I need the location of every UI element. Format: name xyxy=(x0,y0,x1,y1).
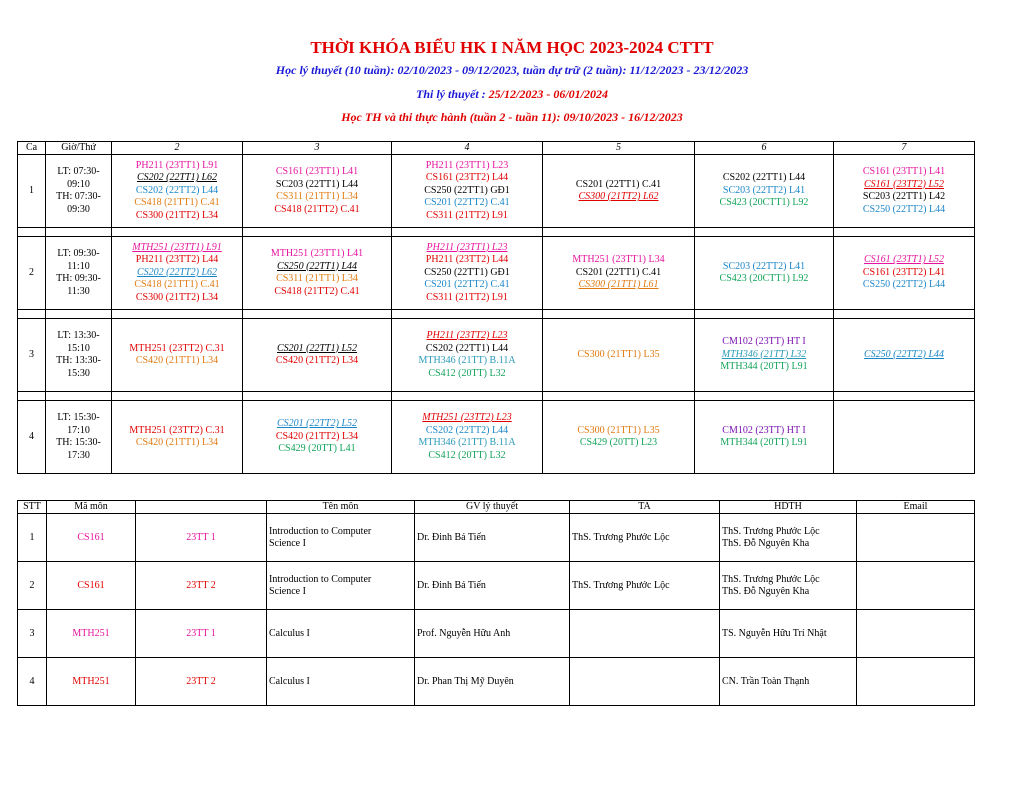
class-entry: CS161 (23TT2) L44 xyxy=(425,172,509,184)
schedule-cell xyxy=(112,401,243,474)
header-ca: Ca xyxy=(18,142,46,155)
course-lecturer: Dr. Đinh Bá Tiến xyxy=(415,562,570,610)
schedule-cell xyxy=(392,155,543,228)
course-email xyxy=(857,610,975,658)
course-class: 23TT 1 xyxy=(136,610,267,658)
course-hdth-line: ThS. Trương Phước Lộc xyxy=(722,573,820,585)
class-entry: CS311 (21TT1) L34 xyxy=(276,191,358,202)
class-entry: CS250 (22TT2) L44 xyxy=(862,279,946,291)
schedule-cell xyxy=(112,237,243,310)
header-course-code: Mã môn xyxy=(47,501,136,514)
slot-time-line: 09:30 xyxy=(67,203,90,215)
class-entry: CS420 (21TT1) L34 xyxy=(135,355,219,366)
header-day-3: 3 xyxy=(243,142,392,155)
class-entry: PH211 (23TT2) L44 xyxy=(135,254,219,266)
slot-time-line: TH: 13:30- xyxy=(56,355,101,366)
class-entry: CS300 (21TT1) L35 xyxy=(577,424,660,436)
class-entry: CS201 (22TT2) L52 xyxy=(276,418,357,430)
course-name-line: Science I xyxy=(269,585,306,597)
spacer-cell xyxy=(243,228,392,237)
header-day-6: 6 xyxy=(695,142,834,155)
class-entry: PH211 (23TT1) L91 xyxy=(135,159,219,171)
spacer-cell xyxy=(695,228,834,237)
course-row xyxy=(18,610,975,658)
schedule-cell xyxy=(543,319,695,392)
course-class: 23TT 2 xyxy=(136,658,267,706)
class-entry: CS201 (22TT2) C.41 xyxy=(424,197,510,209)
course-name xyxy=(267,610,415,658)
spacer-cell xyxy=(46,228,112,237)
spacer-cell xyxy=(695,392,834,401)
course-hdth-line: ThS. Trương Phước Lộc xyxy=(722,525,820,537)
class-entry: CS250 (22TT1) GĐ1 xyxy=(424,184,510,196)
schedule-cell xyxy=(112,155,243,228)
course-stt: 3 xyxy=(18,610,47,658)
course-ta: ThS. Trương Phước Lộc xyxy=(570,514,720,562)
theory-period-line: Học lý thuyết (10 tuần): 02/10/2023 - 09/12/2023, tuần dự trữ (2 tuần): 11/12/2023 - 23/12/2023 xyxy=(275,63,749,77)
spacer-cell xyxy=(834,228,975,237)
slot-time-line: LT: 09:30- xyxy=(57,248,100,259)
schedule-cell xyxy=(243,319,392,392)
spacer-cell xyxy=(18,310,46,319)
spacer-cell xyxy=(543,310,695,319)
class-entry: MTH251 (23TT1) L34 xyxy=(572,254,665,266)
schedule-cell xyxy=(543,401,695,474)
spacer-cell xyxy=(112,310,243,319)
class-entry: CS311 (21TT1) L34 xyxy=(276,273,358,284)
course-email xyxy=(857,514,975,562)
slot-number: 4 xyxy=(18,401,46,474)
class-entry: MTH346 (21TT) B.11A xyxy=(418,355,516,366)
slot-time xyxy=(46,237,112,310)
slot-time-line: LT: 13:30- xyxy=(57,330,100,341)
spacer-cell xyxy=(243,392,392,401)
header-course-name: Tên môn xyxy=(267,501,415,514)
class-entry: CS311 (21TT2) L91 xyxy=(426,291,508,303)
class-entry: PH211 (23TT2) L23 xyxy=(426,330,508,341)
course-ta xyxy=(570,610,720,658)
class-entry: CS161 (23TT1) L41 xyxy=(275,166,359,177)
class-entry: SC203 (22TT1) L42 xyxy=(862,191,946,202)
course-row xyxy=(18,658,975,706)
class-entry: CS202 (22TT2) L44 xyxy=(425,424,509,436)
class-entry: CM102 (23TT) HT I xyxy=(722,336,806,348)
class-entry: CS311 (21TT2) L91 xyxy=(426,209,508,221)
course-hdth xyxy=(720,514,857,562)
row-spacer xyxy=(18,228,975,237)
class-entry: CS250 (22TT1) GĐ1 xyxy=(424,266,510,278)
schedule-cell xyxy=(834,401,975,474)
header-class xyxy=(136,501,267,514)
spacer-cell xyxy=(18,228,46,237)
course-email xyxy=(857,658,975,706)
course-lecturer: Prof. Nguyễn Hữu Anh xyxy=(415,610,570,658)
course-email xyxy=(857,562,975,610)
slot-time-line: TH: 09:30- xyxy=(56,273,101,284)
course-name-line: Introduction to Computer xyxy=(269,525,372,537)
class-entry: SC203 (22TT1) L44 xyxy=(275,178,359,190)
spacer-cell xyxy=(392,228,543,237)
spacer-cell xyxy=(834,310,975,319)
schedule-row xyxy=(18,319,975,392)
header-hdth: HDTH xyxy=(720,501,857,514)
course-code: CS161 xyxy=(47,562,136,610)
header-email: Email xyxy=(857,501,975,514)
course-name xyxy=(267,658,415,706)
header-ta: TA xyxy=(570,501,720,514)
slot-number: 1 xyxy=(18,155,46,228)
schedule-cell xyxy=(112,319,243,392)
schedule-row xyxy=(18,401,975,474)
class-entry: PH211 (23TT1) L23 xyxy=(426,241,508,253)
slot-time-line: 11:10 xyxy=(67,260,90,272)
schedule-cell xyxy=(834,237,975,310)
spacer-cell xyxy=(543,392,695,401)
class-entry: CS429 (20TT) L41 xyxy=(278,443,356,455)
slot-time-line: 15:10 xyxy=(67,342,90,354)
class-entry: CS250 (22TT2) L44 xyxy=(863,348,944,360)
course-hdth xyxy=(720,562,857,610)
row-spacer xyxy=(18,310,975,319)
course-code: MTH251 xyxy=(47,610,136,658)
course-name xyxy=(267,514,415,562)
class-entry: CS201 (22TT2) C.41 xyxy=(424,279,510,291)
class-entry: CS202 (22TT1) L44 xyxy=(722,172,806,184)
slot-time-line: 17:10 xyxy=(67,424,90,436)
slot-time-line: 09:10 xyxy=(67,178,90,190)
class-entry: CS423 (20CTT1) L92 xyxy=(719,273,809,284)
slot-time xyxy=(46,155,112,228)
class-entry: CS202 (22TT2) L44 xyxy=(135,184,219,196)
class-entry: MTH251 (23TT2) L23 xyxy=(422,412,512,423)
slot-time xyxy=(46,401,112,474)
practice-period-line: Học TH và thi thực hành (tuần 2 - tuần 11): 09/10/2023 - 16/12/2023 xyxy=(341,110,683,124)
class-entry: CS418 (21TT1) C.41 xyxy=(134,279,220,291)
course-code: CS161 xyxy=(47,514,136,562)
course-lecturer: Dr. Đinh Bá Tiến xyxy=(415,514,570,562)
class-entry: CS202 (22TT2) L62 xyxy=(136,266,217,278)
schedule-cell xyxy=(392,237,543,310)
header-stt: STT xyxy=(18,501,47,514)
course-hdth-line: ThS. Đỗ Nguyên Kha xyxy=(722,537,810,549)
class-entry: CS161 (23TT2) L52 xyxy=(863,178,944,190)
class-entry: CS420 (21TT1) L34 xyxy=(135,437,219,448)
schedule-row xyxy=(18,155,975,228)
class-entry: MTH251 (23TT1) L91 xyxy=(132,241,222,253)
course-name xyxy=(267,562,415,610)
courses-header-row xyxy=(18,501,975,514)
course-hdth-line: ThS. Đỗ Nguyên Kha xyxy=(722,585,810,597)
schedule-cell xyxy=(695,401,834,474)
spacer-cell xyxy=(392,310,543,319)
class-entry: MTH346 (21TT) B.11A xyxy=(418,437,516,448)
row-spacer xyxy=(18,392,975,401)
schedule-cell xyxy=(543,237,695,310)
class-entry: CS201 (22TT1) L52 xyxy=(276,342,357,354)
header-day-4: 4 xyxy=(392,142,543,155)
course-hdth xyxy=(720,658,857,706)
class-entry: CM102 (23TT) HT I xyxy=(722,424,806,436)
class-entry: CS202 (22TT1) L62 xyxy=(136,172,217,184)
spacer-cell xyxy=(834,392,975,401)
schedule-cell xyxy=(392,401,543,474)
slot-number: 2 xyxy=(18,237,46,310)
class-entry: CS300 (21TT2) L34 xyxy=(135,209,219,221)
schedule-cell xyxy=(695,155,834,228)
class-entry: CS250 (22TT1) L44 xyxy=(276,260,357,272)
class-entry: CS250 (22TT2) L44 xyxy=(862,203,946,215)
class-entry: SC203 (22TT2) L41 xyxy=(722,260,806,272)
schedule-cell xyxy=(695,319,834,392)
spacer-cell xyxy=(46,392,112,401)
class-entry: MTH344 (20TT) L91 xyxy=(720,437,808,448)
course-stt: 1 xyxy=(18,514,47,562)
class-entry: MTH346 (21TT) L32 xyxy=(721,348,807,360)
schedule-cell xyxy=(243,155,392,228)
header-lecturer: GV lý thuyết xyxy=(415,501,570,514)
course-lecturer: Dr. Phan Thị Mỹ Duyên xyxy=(415,658,570,706)
class-entry: MTH251 (23TT2) C.31 xyxy=(129,424,225,436)
class-entry: CS300 (21TT2) L62 xyxy=(578,191,659,202)
slot-time xyxy=(46,319,112,392)
class-entry: MTH251 (23TT2) C.31 xyxy=(129,342,225,354)
schedule-cell xyxy=(243,401,392,474)
class-entry: PH211 (23TT1) L23 xyxy=(425,159,509,171)
schedule-header-row xyxy=(18,142,975,155)
course-name-line: Introduction to Computer xyxy=(269,573,372,585)
course-name-line: Calculus I xyxy=(269,627,310,639)
class-entry: CS202 (22TT1) L44 xyxy=(425,342,509,354)
header-time: Giờ/Thứ xyxy=(46,142,112,155)
spacer-cell xyxy=(543,228,695,237)
class-entry: CS161 (23TT1) L41 xyxy=(862,166,946,177)
exam-period-value: 25/12/2023 - 06/01/2024 xyxy=(485,87,608,101)
course-class: 23TT 1 xyxy=(136,514,267,562)
spacer-cell xyxy=(243,310,392,319)
class-entry: CS161 (23TT1) L52 xyxy=(863,254,944,266)
courses-table xyxy=(17,500,975,706)
course-ta: ThS. Trương Phước Lộc xyxy=(570,562,720,610)
class-entry: CS418 (21TT2) C.41 xyxy=(274,203,360,215)
slot-time-line: 15:30 xyxy=(67,367,90,379)
class-entry: CS418 (21TT1) C.41 xyxy=(134,197,220,209)
course-code: MTH251 xyxy=(47,658,136,706)
class-entry: CS300 (21TT1) L61 xyxy=(578,279,659,291)
class-entry: CS418 (21TT2) C.41 xyxy=(274,285,360,297)
class-entry: CS300 (21TT1) L35 xyxy=(577,348,660,360)
class-entry: MTH251 (23TT1) L41 xyxy=(270,248,364,259)
slot-time-line: TH: 07:30- xyxy=(56,191,101,202)
class-entry: CS412 (20TT) L32 xyxy=(428,367,506,379)
course-hdth xyxy=(720,610,857,658)
spacer-cell xyxy=(46,310,112,319)
spacer-cell xyxy=(18,392,46,401)
spacer-cell xyxy=(392,392,543,401)
schedule-cell xyxy=(243,237,392,310)
schedule-cell xyxy=(392,319,543,392)
course-hdth-line: CN. Trần Toàn Thạnh xyxy=(722,675,810,687)
exam-period-label: Thi lý thuyết : xyxy=(415,87,486,101)
class-entry: PH211 (23TT2) L44 xyxy=(425,254,509,266)
class-entry: CS300 (21TT2) L34 xyxy=(135,291,219,303)
slot-time-line: TH: 15:30- xyxy=(56,437,101,448)
schedule-cell xyxy=(543,155,695,228)
course-row xyxy=(18,562,975,610)
spacer-cell xyxy=(112,228,243,237)
course-name-line: Calculus I xyxy=(269,675,310,687)
course-class: 23TT 2 xyxy=(136,562,267,610)
slot-time-line: LT: 07:30- xyxy=(57,166,100,177)
class-entry: CS429 (20TT) L23 xyxy=(579,437,658,448)
slot-number: 3 xyxy=(18,319,46,392)
schedule-cell xyxy=(695,237,834,310)
course-row xyxy=(18,514,975,562)
schedule-row xyxy=(18,237,975,310)
header-day-7: 7 xyxy=(834,142,975,155)
slot-time-line: LT: 15:30- xyxy=(57,412,100,423)
course-ta xyxy=(570,658,720,706)
class-entry: CS201 (22TT1) C.41 xyxy=(575,266,662,278)
class-entry: CS420 (21TT2) L34 xyxy=(275,355,359,366)
schedule-cell xyxy=(834,155,975,228)
spacer-cell xyxy=(695,310,834,319)
class-entry: CS420 (21TT2) L34 xyxy=(275,430,359,442)
class-entry: CS412 (20TT) L32 xyxy=(428,449,506,461)
course-name-line: Science I xyxy=(269,537,306,549)
slot-time-line: 17:30 xyxy=(67,449,90,461)
spacer-cell xyxy=(112,392,243,401)
schedule-cell xyxy=(834,319,975,392)
course-stt: 4 xyxy=(18,658,47,706)
header-day-2: 2 xyxy=(112,142,243,155)
header-day-5: 5 xyxy=(543,142,695,155)
class-entry: CS161 (23TT2) L41 xyxy=(862,266,946,278)
class-entry: SC203 (22TT2) L41 xyxy=(722,184,806,196)
class-entry: CS423 (20CTT1) L92 xyxy=(719,197,809,209)
class-entry: CS201 (22TT1) C.41 xyxy=(575,178,662,190)
course-stt: 2 xyxy=(18,562,47,610)
course-hdth-line: TS. Nguyễn Hữu Trí Nhật xyxy=(722,627,827,639)
class-entry: MTH344 (20TT) L91 xyxy=(720,361,808,373)
exam-period-line xyxy=(0,87,1024,102)
schedule-table xyxy=(17,141,975,474)
slot-time-line: 11:30 xyxy=(67,285,90,297)
page-title: THỜI KHÓA BIỂU HK I NĂM HỌC 2023-2024 CTTT xyxy=(310,38,714,57)
